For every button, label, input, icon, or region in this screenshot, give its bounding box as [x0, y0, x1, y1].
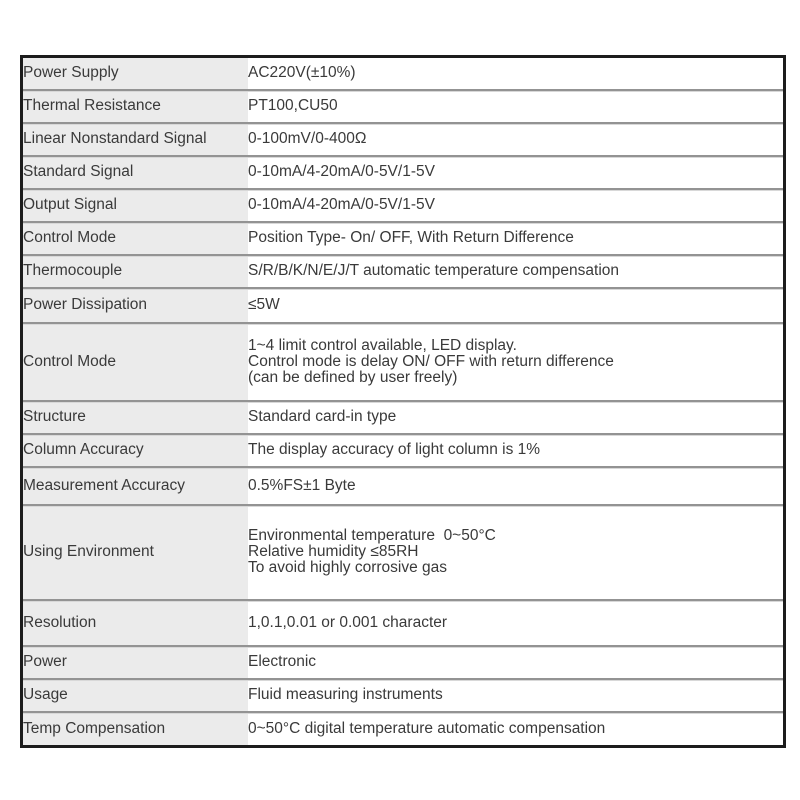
spec-label: Resolution: [22, 600, 249, 646]
spec-label: Using Environment: [22, 505, 249, 600]
table-row: [22, 505, 785, 600]
spec-value-line: Environmental temperature 0~50°C: [248, 527, 496, 544]
spec-value: PT100,CU50: [248, 90, 785, 123]
table-row: [22, 222, 785, 255]
spec-value: The display accuracy of light column is 1%: [248, 434, 785, 467]
spec-label: Measurement Accuracy: [22, 467, 249, 505]
spec-label: Control Mode: [22, 323, 249, 401]
spec-value: [248, 505, 785, 600]
table-row: [22, 434, 785, 467]
spec-label: Thermal Resistance: [22, 90, 249, 123]
table-row: [22, 646, 785, 679]
spec-value-line: Relative humidity ≤85RH: [248, 543, 419, 560]
spec-label: Standard Signal: [22, 156, 249, 189]
spec-value: 0.5%FS±1 Byte: [248, 467, 785, 505]
table-row: [22, 156, 785, 189]
spec-value: 0-10mA/4-20mA/0-5V/1-5V: [248, 189, 785, 222]
spec-value: 1,0.1,0.01 or 0.001 character: [248, 600, 785, 646]
spec-label: Thermocouple: [22, 255, 249, 288]
spec-label: Power: [22, 646, 249, 679]
table-row: [22, 189, 785, 222]
table-row: [22, 255, 785, 288]
spec-value: Standard card-in type: [248, 401, 785, 434]
table-row: [22, 600, 785, 646]
table-row: [22, 679, 785, 712]
spec-label: Temp Compensation: [22, 712, 249, 747]
specification-table: [20, 55, 786, 748]
table-row: [22, 288, 785, 323]
spec-label: Power Dissipation: [22, 288, 249, 323]
table-row: [22, 123, 785, 156]
spec-value: S/R/B/K/N/E/J/T automatic temperature compensation: [248, 255, 785, 288]
spec-label: Usage: [22, 679, 249, 712]
table-row: [22, 467, 785, 505]
spec-value-line: 1~4 limit control available, LED display.: [248, 336, 517, 354]
spec-value: ≤5W: [248, 288, 785, 323]
table-row: [22, 90, 785, 123]
spec-label: Linear Nonstandard Signal: [22, 123, 249, 156]
spec-value: 0-10mA/4-20mA/0-5V/1-5V: [248, 156, 785, 189]
spec-value: [248, 323, 785, 401]
table-row: [22, 57, 785, 90]
spec-value: Fluid measuring instruments: [248, 679, 785, 712]
spec-value-line: (can be defined by user freely): [248, 368, 458, 386]
spec-label: Output Signal: [22, 189, 249, 222]
spec-value: 0-100mV/0-400Ω: [248, 123, 785, 156]
spec-label: Control Mode: [22, 222, 249, 255]
table-row: [22, 401, 785, 434]
table-row: [22, 712, 785, 747]
spec-label: Power Supply: [22, 57, 249, 90]
spec-value: Position Type- On/ OFF, With Return Difference: [248, 222, 785, 255]
spec-label: Structure: [22, 401, 249, 434]
table-row: [22, 323, 785, 401]
spec-value-line: To avoid highly corrosive gas: [248, 559, 448, 576]
spec-value-line: Control mode is delay ON/ OFF with return difference: [248, 352, 614, 370]
spec-value: 0~50°C digital temperature automatic compensation: [248, 712, 785, 747]
spec-value: Electronic: [248, 646, 785, 679]
spec-label: Column Accuracy: [22, 434, 249, 467]
spec-value: AC220V(±10%): [248, 57, 785, 90]
